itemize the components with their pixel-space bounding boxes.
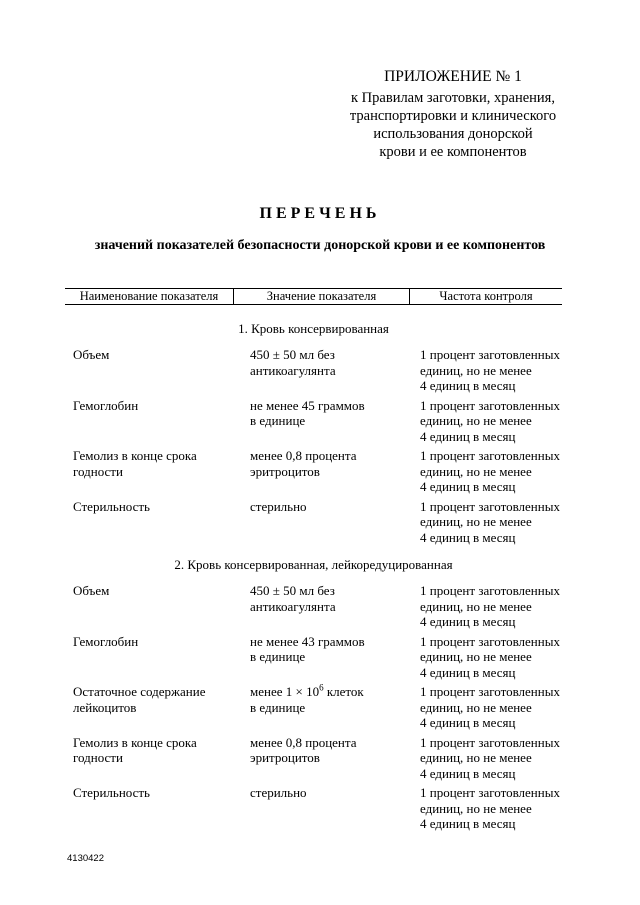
indicator-name bbox=[65, 398, 250, 445]
text-line: годности bbox=[73, 750, 123, 765]
control-frequency bbox=[416, 634, 562, 681]
text-line: 4 единиц в месяц bbox=[420, 816, 516, 831]
text-line: антикоагулянта bbox=[250, 362, 336, 378]
text-line: единиц, но не менее bbox=[420, 463, 532, 479]
exponent: 6 bbox=[319, 682, 324, 693]
text-line: не менее 45 граммов bbox=[250, 397, 365, 413]
indicator-value bbox=[250, 583, 416, 630]
indicator-name bbox=[65, 735, 250, 782]
text-line: 4 единиц в месяц bbox=[420, 664, 516, 680]
text-line: Гемолиз в конце срока bbox=[73, 734, 197, 750]
text-line: 1 процент заготовленных bbox=[420, 734, 560, 750]
text-line: 4 единиц в месяц bbox=[420, 529, 516, 545]
text-line: лейкоцитов bbox=[73, 699, 137, 715]
text-line: эритроцитов bbox=[250, 750, 320, 765]
text-line: 1 процент заготовленных bbox=[420, 633, 560, 649]
appendix-line: крови и ее компонентов bbox=[379, 144, 527, 160]
section-title: 2. Кровь консервированная, лейкоредуцированная bbox=[174, 557, 453, 572]
text-line: 1 процент заготовленных bbox=[420, 583, 560, 598]
indicator-name bbox=[65, 448, 250, 495]
control-frequency bbox=[416, 785, 562, 832]
table-row bbox=[65, 735, 562, 782]
text-line: Объем bbox=[73, 347, 110, 362]
table-row bbox=[65, 785, 562, 832]
control-frequency bbox=[416, 499, 562, 546]
text-line: Стерильность bbox=[73, 498, 150, 514]
indicators-table bbox=[65, 288, 562, 836]
control-frequency bbox=[416, 583, 562, 630]
text-line: единиц, но не менее bbox=[420, 800, 532, 816]
indicator-name bbox=[65, 499, 250, 546]
text-line: единиц, но не менее bbox=[420, 413, 532, 428]
indicator-name bbox=[65, 347, 250, 394]
text-line: менее 0,8 процента bbox=[250, 734, 357, 750]
text-line: стерильно bbox=[250, 785, 307, 800]
text-line: 1 процент заготовленных bbox=[420, 448, 560, 463]
text-line: Гемоглобин bbox=[73, 397, 139, 413]
table-row bbox=[65, 347, 562, 394]
value-text: менее 1 × 10 bbox=[250, 684, 320, 699]
appendix-line: к Правилам заготовки, хранения, bbox=[351, 90, 555, 106]
text-line: Объем bbox=[73, 583, 110, 598]
indicator-name bbox=[65, 684, 250, 731]
indicator-value bbox=[250, 735, 416, 782]
value-text: клеток bbox=[323, 684, 364, 699]
text-line: единиц, но не менее bbox=[420, 750, 532, 765]
text-line: 1 процент заготовленных bbox=[420, 347, 560, 362]
indicator-value bbox=[250, 347, 416, 394]
text-line: 450 ± 50 мл без bbox=[250, 347, 335, 362]
text-line: единиц, но не менее bbox=[420, 699, 532, 715]
appendix-line: использования донорской bbox=[373, 126, 533, 142]
indicator-value bbox=[250, 398, 416, 445]
appendix-line: транспортировки и клинического bbox=[349, 108, 557, 124]
text-line: 4 единиц в месяц bbox=[420, 479, 516, 494]
table-row bbox=[65, 398, 562, 445]
table-row bbox=[65, 583, 562, 630]
text-line: Гемолиз в конце срока bbox=[73, 448, 197, 463]
text-line: стерильно bbox=[250, 498, 307, 514]
text-line: 1 процент заготовленных bbox=[420, 498, 560, 514]
text-line: антикоагулянта bbox=[250, 598, 336, 614]
document-subtitle: значений показателей безопасности донорской крови и ее компонентов bbox=[94, 238, 546, 253]
leukocyte-value-line bbox=[250, 684, 416, 700]
table-header bbox=[65, 288, 562, 305]
text-line: 4 единиц в месяц bbox=[420, 378, 516, 393]
text-line: 1 процент заготовленных bbox=[420, 684, 560, 699]
text-line: единиц, но не менее bbox=[420, 362, 532, 378]
text-line: менее 0,8 процента bbox=[250, 448, 357, 463]
text-line: не менее 43 граммов bbox=[250, 633, 365, 649]
text-line: эритроцитов bbox=[250, 463, 320, 479]
text-line: 4 единиц в месяц bbox=[420, 614, 516, 629]
text-line: 450 ± 50 мл без bbox=[250, 583, 335, 598]
text-line: 1 процент заготовленных bbox=[420, 785, 560, 800]
table-row bbox=[65, 448, 562, 495]
control-frequency bbox=[416, 398, 562, 445]
column-header-name: Наименование показателя bbox=[65, 289, 234, 304]
text-line: единиц, но не менее bbox=[420, 649, 532, 664]
control-frequency bbox=[416, 347, 562, 394]
column-header-value: Значение показателя bbox=[234, 289, 410, 304]
text-line: единиц, но не менее bbox=[420, 598, 532, 614]
indicator-name bbox=[65, 583, 250, 630]
indicator-name bbox=[65, 634, 250, 681]
control-frequency bbox=[416, 735, 562, 782]
indicator-value bbox=[250, 634, 416, 681]
indicator-name bbox=[65, 785, 250, 832]
text-line: единиц, но не менее bbox=[420, 514, 532, 529]
table-row bbox=[65, 684, 562, 731]
indicator-value bbox=[250, 785, 416, 832]
text-line: 4 единиц в месяц bbox=[420, 715, 516, 730]
column-header-frequency: Частота контроля bbox=[439, 289, 533, 303]
control-frequency bbox=[416, 684, 562, 731]
text-line: 1 процент заготовленных bbox=[420, 397, 560, 413]
indicator-value bbox=[250, 684, 416, 731]
indicator-value bbox=[250, 499, 416, 546]
text-line: в единице bbox=[250, 413, 306, 428]
text-line: в единице bbox=[250, 649, 306, 664]
document-code: 4130422 bbox=[67, 853, 104, 864]
text-line: в единице bbox=[250, 699, 306, 715]
appendix-block bbox=[300, 68, 606, 161]
appendix-title: ПРИЛОЖЕНИЕ № 1 bbox=[384, 68, 522, 85]
table-row bbox=[65, 499, 562, 546]
text-line: Гемоглобин bbox=[73, 633, 139, 649]
text-line: 4 единиц в месяц bbox=[420, 428, 516, 444]
section-title: 1. Кровь консервированная bbox=[238, 321, 389, 336]
text-line: 4 единиц в месяц bbox=[420, 765, 516, 781]
control-frequency bbox=[416, 448, 562, 495]
indicator-value bbox=[250, 448, 416, 495]
text-line: Остаточное содержание bbox=[73, 684, 206, 699]
document-title: ПЕРЕЧЕНЬ bbox=[259, 205, 381, 222]
text-line: Стерильность bbox=[73, 785, 150, 800]
text-line: годности bbox=[73, 463, 123, 479]
section-rows bbox=[65, 347, 562, 545]
table-row bbox=[65, 634, 562, 681]
section-rows bbox=[65, 583, 562, 832]
